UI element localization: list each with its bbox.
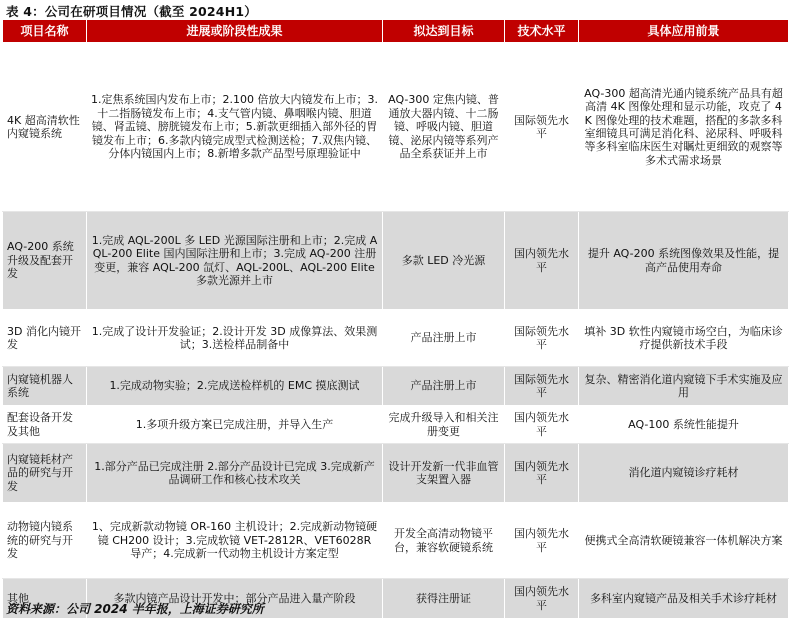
target-cell: 开发全高清动物镜平台，兼容软硬镜系统	[383, 503, 505, 579]
tech-level-cell: 国内领先水平	[505, 444, 579, 503]
project-name-cell: AQ-200 系统升级及配套开发	[3, 212, 87, 310]
target-cell: 产品注册上市	[383, 367, 505, 406]
tech-level-cell: 国内领先水平	[505, 503, 579, 579]
project-name-cell: 内窥镜耗材产品的研究与开发	[3, 444, 87, 503]
tech-level-cell: 国内领先水平	[505, 212, 579, 310]
project-name-cell: 其他	[3, 579, 87, 619]
project-name-cell: 内窥镜机器人系统	[3, 367, 87, 406]
table-row	[3, 212, 789, 310]
application-cell: 复杂、精密消化道内窥镜下手术实施及应用	[579, 367, 789, 406]
table-caption: 表 4：公司在研项目情况（截至 2024H1）	[6, 4, 257, 19]
target-cell: 产品注册上市	[383, 310, 505, 367]
target-cell: 获得注册证	[383, 579, 505, 619]
progress-cell: 1.完成 AQL-200L 多 LED 光源国际注册和上市；2.完成 AQL-200 Elite 国内国际注册和上市；3.完成 AQ-200 注册变更，兼容 AQL-200 氙灯、AQL-200L、AQL-200 Elite 多款光源并上市	[87, 212, 383, 310]
tech-level-cell: 国际领先水平	[505, 43, 579, 212]
progress-cell: 1.多项升级方案已完成注册，并导入生产	[87, 406, 383, 444]
tech-level-cell: 国内领先水平	[505, 579, 579, 619]
rd-projects-table	[2, 19, 789, 619]
table-row	[3, 310, 789, 367]
target-cell: 完成升级导入和相关注册变更	[383, 406, 505, 444]
project-name-cell: 3D 消化内镜开发	[3, 310, 87, 367]
header-tech-level: 技术水平	[505, 20, 579, 43]
table-header-row	[3, 20, 789, 43]
target-cell: AQ-300 定焦内镜、普通放大器内镜、十二肠镜、呼吸内镜、胆道镜、泌尿内镜等系列产品全系获证并上市	[383, 43, 505, 212]
header-target: 拟达到目标	[383, 20, 505, 43]
table-row	[3, 43, 789, 212]
project-name-cell: 动物镜内镜系统的研究与开发	[3, 503, 87, 579]
application-cell: 多科室内窥镜产品及相关手术诊疗耗材	[579, 579, 789, 619]
application-cell: AQ-300 超高清光通内镜系统产品具有超高清 4K 图像处理和显示功能，攻克了 4K 图像处理的技术难题，搭配的多款多科室细镜具可满足消化科、泌尿科、呼吸科等多科室临床医生对瞩灶更细致的观察等多术式需求场景	[579, 43, 789, 212]
source-note: 资料来源：公司 2024 半年报，上海证券研究所	[6, 602, 264, 616]
progress-cell: 1、完成新款动物镜 OR-160 主机设计；2.完成新动物镜硬镜 CH200 设计；3.完成软镜 VET-2812R、VET6028R 导产；4.完成新一代动物主机设计方案定型	[87, 503, 383, 579]
application-cell: 消化道内窥镜诊疗耗材	[579, 444, 789, 503]
header-progress: 进展或阶段性成果	[87, 20, 383, 43]
table-row	[3, 444, 789, 503]
progress-cell: 1.完成动物实验；2.完成送检样机的 EMC 摸底测试	[87, 367, 383, 406]
table-row	[3, 367, 789, 406]
project-name-cell: 4K 超高清软性内窥镜系统	[3, 43, 87, 212]
application-cell: 填补 3D 软性内窥镜市场空白，为临床诊疗提供新技术手段	[579, 310, 789, 367]
target-cell: 多款 LED 冷光源	[383, 212, 505, 310]
tech-level-cell: 国内领先水平	[505, 406, 579, 444]
table-row	[3, 406, 789, 444]
application-cell: AQ-100 系统性能提升	[579, 406, 789, 444]
table-row	[3, 503, 789, 579]
progress-cell: 1.定焦系统国内发布上市；2.100 倍放大内镜发布上市；3.十二指肠镜发布上市；4.支气管内镜、鼻咽喉内镜、胆道镜、肾盂镜、膀胱镜发布上市；5.新款更细插入部外径的胃镜发布上市；6.多款内镜完成型式检测送检；7.双焦内镜、分体内镜国内上市；8.新增多款产品型号原理验证中	[87, 43, 383, 212]
progress-cell: 多款内镜产品设计开发中；部分产品进入量产阶段	[87, 579, 383, 619]
application-cell: 便携式全高清软硬镜兼容一体机解决方案	[579, 503, 789, 579]
tech-level-cell: 国际领先水平	[505, 367, 579, 406]
target-cell: 设计开发新一代非血管支架置入器	[383, 444, 505, 503]
header-project-name: 项目名称	[3, 20, 87, 43]
progress-cell: 1.完成了设计开发验证；2.设计开发 3D 成像算法、效果测试；3.送检样品制备中	[87, 310, 383, 367]
progress-cell: 1.部分产品已完成注册 2.部分产品设计已完成 3.完成新产品调研工作和核心技术攻关	[87, 444, 383, 503]
tech-level-cell: 国际领先水平	[505, 310, 579, 367]
project-name-cell: 配套设备开发及其他	[3, 406, 87, 444]
header-application: 具体应用前景	[579, 20, 789, 43]
application-cell: 提升 AQ-200 系统图像效果及性能，提高产品使用寿命	[579, 212, 789, 310]
